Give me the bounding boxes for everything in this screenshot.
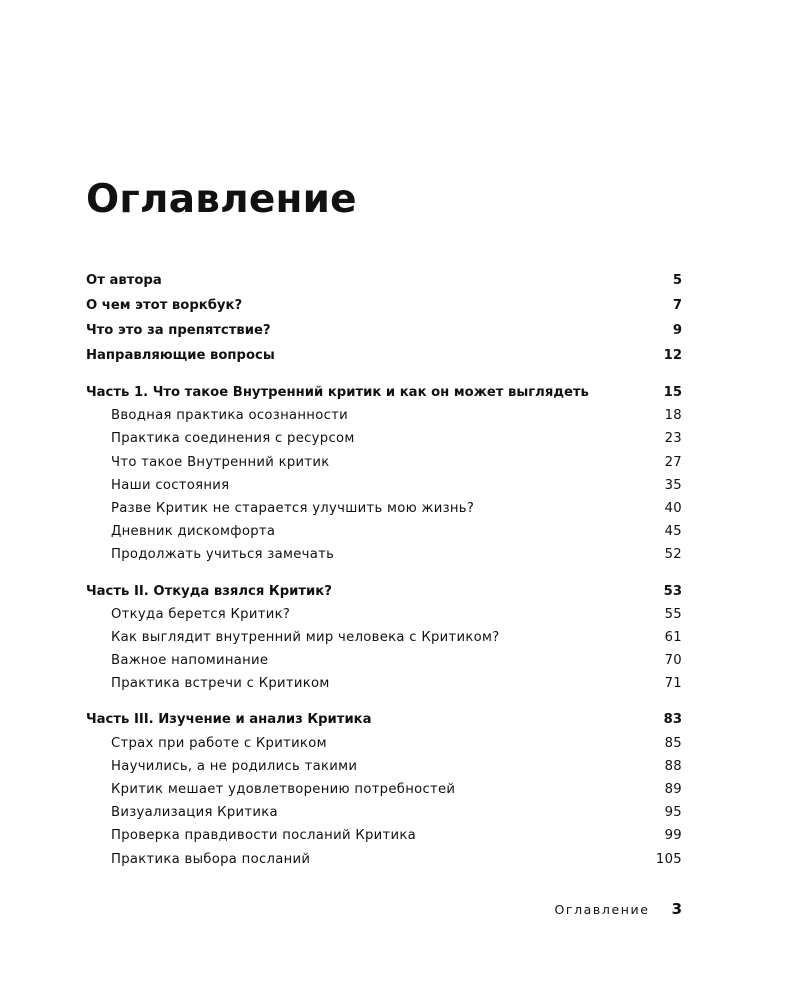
toc-part-label: Часть III. Изучение и анализ Критика <box>86 712 372 728</box>
toc-part-label: Часть II. Откуда взялся Критик? <box>86 583 332 599</box>
toc-part-1[interactable] <box>86 381 682 404</box>
toc-part-label: Часть 1. Что такое Внутренний критик и как он может выглядеть <box>86 385 589 400</box>
toc-entry-about-workbook[interactable] <box>86 293 682 318</box>
toc-item-label: Визуализация Критика <box>111 805 278 821</box>
toc-item[interactable] <box>86 497 682 520</box>
toc-item-page: 95 <box>664 805 682 821</box>
toc-item-label: Страх при работе с Критиком <box>111 735 327 751</box>
toc-item[interactable] <box>86 451 682 474</box>
page-number: 3 <box>671 900 682 918</box>
toc-entry-guiding-questions[interactable] <box>86 343 682 368</box>
toc-item[interactable] <box>86 404 682 427</box>
toc-item-page: 55 <box>664 606 682 622</box>
toc-item-page: 105 <box>655 851 682 867</box>
toc-item-label: Проверка правдивости посланий Критика <box>111 828 417 844</box>
toc-entry-from-author[interactable] <box>86 268 682 293</box>
toc-part-3[interactable] <box>86 708 682 731</box>
toc-item[interactable] <box>86 520 682 543</box>
toc-item-page: 70 <box>664 653 682 669</box>
toc-entry-page: 9 <box>672 323 682 338</box>
toc-item-label: Научились, а не родились такими <box>111 758 358 774</box>
toc-item-page: 85 <box>664 735 682 751</box>
toc-item-page: 35 <box>664 477 682 493</box>
toc-item-label: Практика встречи с Критиком <box>111 676 330 692</box>
toc-item-label: Как выглядит внутренний мир человека с Критиком? <box>111 629 500 645</box>
table-of-contents <box>86 268 682 871</box>
toc-item[interactable] <box>86 672 682 695</box>
toc-item[interactable] <box>86 626 682 649</box>
page-footer <box>554 900 682 918</box>
toc-entry-page: 7 <box>672 298 682 313</box>
toc-item-page: 52 <box>664 547 682 563</box>
toc-item-label: Откуда берется Критик? <box>111 606 291 622</box>
toc-item-page: 88 <box>664 758 682 774</box>
toc-item-page: 71 <box>664 676 682 692</box>
toc-entry-label: О чем этот воркбук? <box>86 298 243 313</box>
toc-item[interactable] <box>86 801 682 824</box>
toc-item-label: Важное напоминание <box>111 653 269 669</box>
toc-item-page: 18 <box>664 408 682 424</box>
toc-item-label: Практика выбора посланий <box>111 851 311 867</box>
toc-entry-page: 5 <box>672 273 682 288</box>
toc-part-page: 15 <box>663 385 682 400</box>
toc-item[interactable] <box>86 755 682 778</box>
toc-part-page: 83 <box>663 712 682 728</box>
toc-entry-label: Направляющие вопросы <box>86 348 275 363</box>
toc-item[interactable] <box>86 603 682 626</box>
toc-entry-label: Что это за препятствие? <box>86 323 271 338</box>
toc-item-page: 99 <box>664 828 682 844</box>
toc-entry-obstacle[interactable] <box>86 318 682 343</box>
toc-item-label: Разве Критик не старается улучшить мою жизнь? <box>111 500 475 516</box>
toc-item-label: Наши состояния <box>111 477 230 493</box>
page-title: Оглавление <box>86 177 357 222</box>
toc-item-page: 23 <box>664 431 682 447</box>
toc-item-page: 27 <box>664 454 682 470</box>
toc-entry-page: 12 <box>663 348 682 363</box>
toc-item[interactable] <box>86 543 682 566</box>
toc-item[interactable] <box>86 778 682 801</box>
toc-item[interactable] <box>86 474 682 497</box>
toc-item-page: 61 <box>664 629 682 645</box>
toc-item-label: Что такое Внутренний критик <box>111 454 330 470</box>
toc-item-label: Практика соединения с ресурсом <box>111 431 355 447</box>
toc-item-page: 45 <box>664 524 682 540</box>
toc-item[interactable] <box>86 649 682 672</box>
toc-part-2[interactable] <box>86 580 682 603</box>
toc-item-label: Продолжать учиться замечать <box>111 547 335 563</box>
toc-item[interactable] <box>86 732 682 755</box>
toc-item-label: Вводная практика осознанности <box>111 408 348 424</box>
toc-item[interactable] <box>86 824 682 847</box>
toc-item-page: 89 <box>664 782 682 797</box>
toc-item[interactable] <box>86 848 682 871</box>
toc-item-label: Дневник дискомфорта <box>111 524 276 540</box>
toc-item[interactable] <box>86 427 682 450</box>
toc-entry-label: От автора <box>86 273 162 288</box>
toc-item-label: Критик мешает удовлетворению потребностей <box>111 782 456 797</box>
running-header: Оглавление <box>554 902 650 917</box>
toc-part-page: 53 <box>663 583 682 599</box>
toc-item-page: 40 <box>664 500 682 516</box>
